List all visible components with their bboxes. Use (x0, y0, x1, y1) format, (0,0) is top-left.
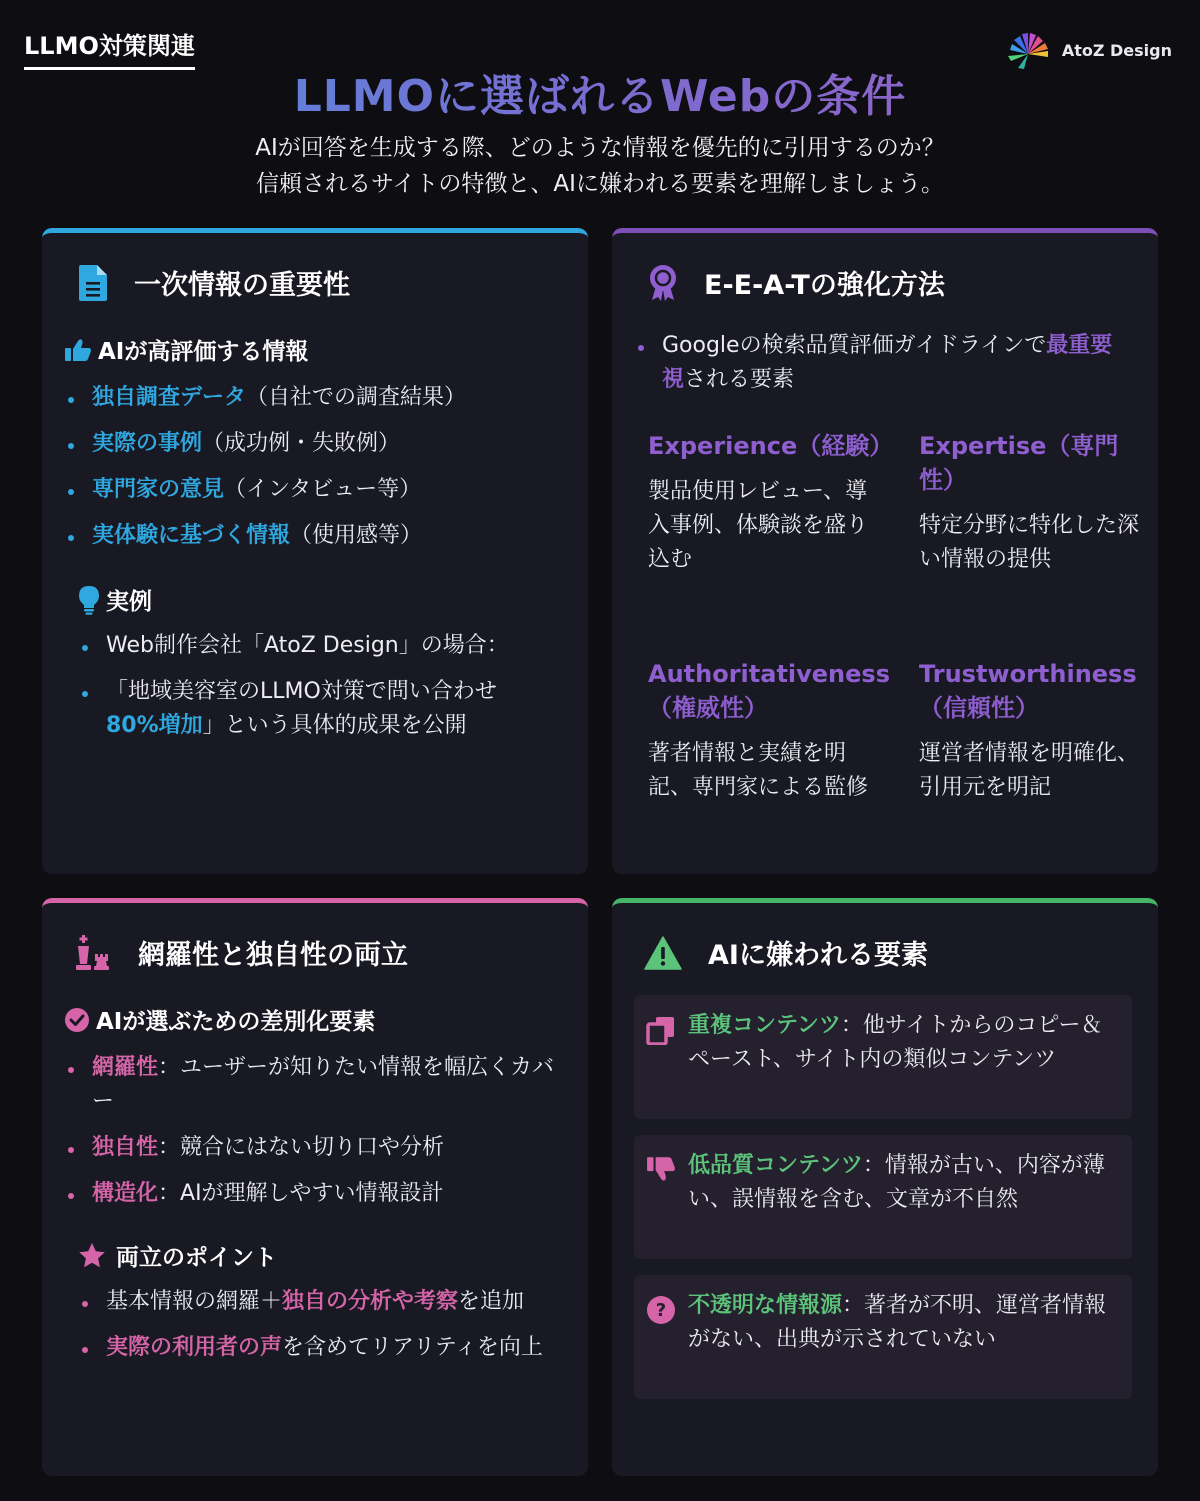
item-highlight: 専門家の意見 (92, 477, 225, 502)
avoid-card (612, 898, 1158, 1476)
category-label: LLMO対策関連 (24, 26, 195, 70)
example-text-before: 「地域美容室のLLMO対策で問い合わせ (106, 679, 497, 704)
svg-text:?: ? (655, 1300, 667, 1321)
avoid-desc: ：他サイトからのコピー＆ペースト、サイト内の類似コンテンツ (688, 1013, 1103, 1072)
card-header (644, 933, 928, 972)
page-title: LLMOに選ばれるWebの条件 (0, 60, 1200, 124)
page-subtitle (0, 130, 1200, 202)
question-circle-icon (646, 1295, 676, 1325)
point-after: を追加 (458, 1289, 525, 1314)
point-highlight: 実際の利用者の声 (106, 1335, 283, 1360)
list-item (78, 1331, 548, 1365)
item-text: （インタビュー等） (224, 477, 422, 502)
item-highlight: 独自調査データ (92, 385, 247, 410)
item-text: ：競合にはない切り口や分析 (158, 1135, 445, 1160)
item-highlight: 独自性 (92, 1135, 159, 1160)
list-item (78, 675, 548, 743)
eeat-title: Expertise（専門性） (919, 432, 1119, 494)
sub-title: AIが高評価する情報 (98, 339, 309, 365)
sub-header (64, 1003, 375, 1036)
eeat-item-experience (648, 429, 894, 657)
avoid-item-duplicate (634, 995, 1132, 1119)
card-title: 一次情報の重要性 (134, 270, 350, 301)
item-text: （成功例・失敗例） (202, 431, 401, 456)
thumbs-up-icon (64, 338, 92, 362)
eeat-item-trustworthiness (919, 657, 1154, 874)
eeat-title: Trustworthiness（信頼性） (919, 660, 1137, 722)
avoid-highlight: 不透明な情報源 (688, 1293, 843, 1318)
eeat-title: Experience（経験） (648, 432, 894, 460)
star-icon (78, 1242, 106, 1269)
chess-pieces-icon (74, 934, 112, 972)
eeat-desc: 製品使用レビュー、導入事例、体験談を盛り込む (648, 479, 869, 572)
eeat-desc: 特定分野に特化した深い情報の提供 (919, 513, 1140, 572)
eeat-desc: 著者情報と実績を明記、専門家による監修 (648, 741, 869, 800)
item-text: ：AIが理解しやすい情報設計 (158, 1181, 444, 1206)
subtitle-line: 信頼されるサイトの特徴と、AIに嫌われる要素を理解しましょう。 (256, 171, 944, 197)
avoid-text (688, 1009, 1114, 1077)
list-item (78, 629, 548, 663)
check-circle-icon (64, 1007, 90, 1033)
example-highlight: 80%増加 (106, 713, 203, 738)
item-highlight: 網羅性 (92, 1055, 159, 1080)
point-highlight: 独自の分析や考察 (282, 1289, 459, 1314)
differentiation-list (64, 1051, 564, 1211)
eeat-title: Authoritativeness（権威性） (648, 660, 890, 722)
avoid-desc: ：情報が古い、内容が薄い、誤情報を含む、文章が不自然 (688, 1153, 1105, 1212)
card-title: AIに嫌われる要素 (708, 940, 928, 971)
points-list (78, 1285, 548, 1365)
points-header (78, 1239, 277, 1272)
item-text: ：ユーザーが知りたい情報を幅広くカバー (92, 1055, 555, 1114)
avoid-item-opaque-source (634, 1275, 1132, 1399)
point-after: を含めてリアリティを向上 (282, 1335, 543, 1360)
sub-title: AIが選ぶための差別化要素 (96, 1009, 376, 1035)
item-highlight: 構造化 (92, 1181, 159, 1206)
card-header (74, 933, 408, 972)
key-info-list (64, 381, 564, 553)
example-header (78, 583, 152, 616)
sub-header (64, 333, 308, 366)
eeat-grid (648, 429, 1138, 874)
avoid-text (688, 1149, 1114, 1217)
list-item (64, 427, 564, 461)
eeat-card (612, 228, 1158, 874)
intro-highlight: 最重要視 (662, 333, 1113, 392)
list-item (64, 381, 564, 415)
document-icon (78, 264, 108, 302)
item-highlight: 実体験に基づく情報 (92, 523, 291, 548)
point-before: 基本情報の網羅＋ (106, 1289, 283, 1314)
list-item (64, 1177, 564, 1211)
thumbs-down-icon (646, 1155, 676, 1183)
list-item (64, 1131, 564, 1165)
item-text: （使用感等） (290, 523, 423, 548)
award-badge-icon (648, 264, 678, 302)
avoid-item-low-quality (634, 1135, 1132, 1259)
eeat-intro (634, 329, 1134, 397)
card-header (78, 263, 350, 302)
list-item (64, 519, 564, 553)
intro-after: される要素 (684, 367, 795, 392)
brand-name: AtoZ Design (1061, 40, 1172, 60)
list-item (634, 329, 1134, 397)
example-list (78, 629, 548, 743)
item-highlight: 実際の事例 (92, 431, 203, 456)
list-item (78, 1285, 548, 1319)
balance-card (42, 898, 588, 1476)
example-title: 実例 (106, 589, 152, 615)
eeat-desc: 運営者情報を明確化、引用元を明記 (919, 741, 1140, 800)
points-title: 両立のポイント (116, 1245, 277, 1271)
avoid-desc: ：著者が不明、運営者情報がない、出典が示されていない (688, 1293, 1107, 1352)
item-text: （自社での調査結果） (246, 385, 467, 410)
subtitle-line: AIが回答を生成する際、どのような情報を優先的に引用するのか？ (255, 135, 945, 161)
avoid-highlight: 低品質コンテンツ (688, 1153, 863, 1178)
primary-info-card (42, 228, 588, 874)
warning-icon (644, 936, 682, 970)
card-header (648, 263, 945, 302)
avoid-highlight: 重複コンテンツ (688, 1013, 841, 1038)
intro-before: Googleの検索品質評価ガイドラインで (662, 333, 1047, 358)
card-title: 網羅性と独自性の両立 (138, 940, 408, 971)
eeat-item-authoritativeness (648, 657, 890, 874)
example-text: Web制作会社「AtoZ Design」の場合： (106, 633, 509, 658)
copy-icon (646, 1015, 676, 1045)
example-text-after: 」という具体的成果を公開 (202, 713, 467, 738)
lightbulb-icon (78, 585, 100, 615)
card-title: E-E-A-Tの強化方法 (704, 270, 945, 301)
list-item (64, 473, 564, 507)
avoid-text (688, 1289, 1114, 1357)
eeat-item-expertise (919, 429, 1154, 657)
list-item (64, 1051, 564, 1119)
